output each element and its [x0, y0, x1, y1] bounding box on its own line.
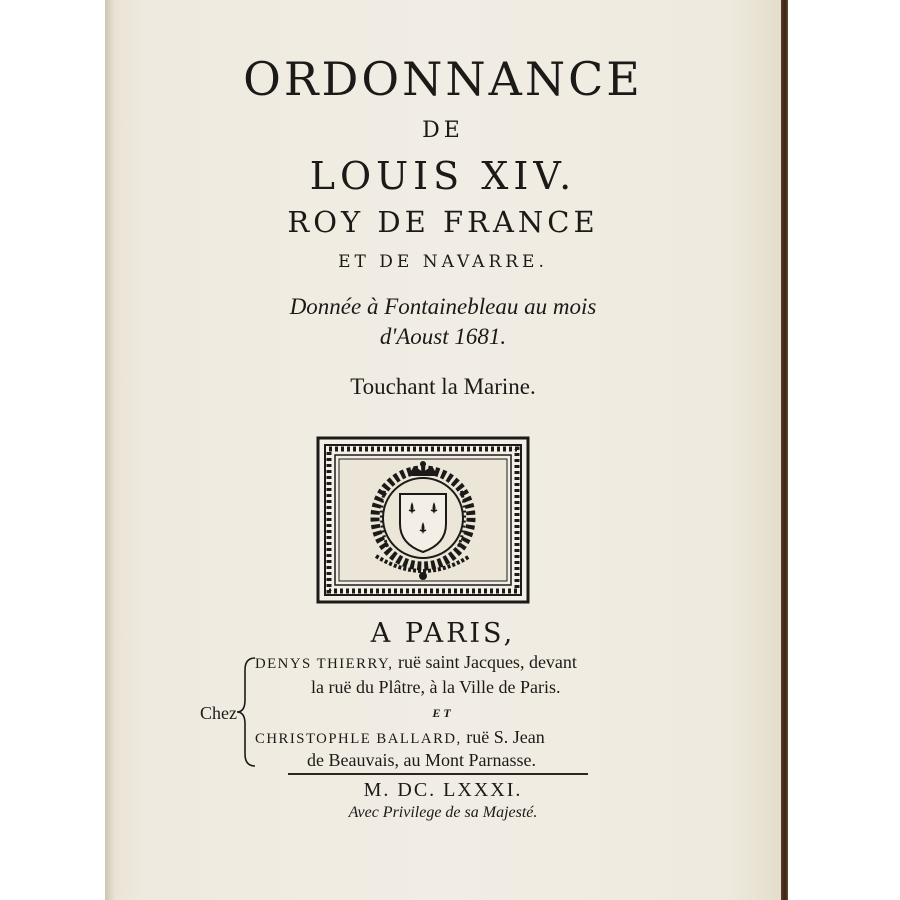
given-at-line-2: d'Aoust 1681.	[379, 324, 507, 349]
printer-2-address-1: ruë S. Jean	[461, 727, 545, 747]
imprint-et: ET	[432, 706, 454, 720]
printer-2-name: CHRISTOPHLE BALLARD,	[255, 731, 462, 747]
printer-2-address-2: de Beauvais, au Mont Parnasse.	[307, 750, 536, 770]
title-de: DE	[422, 118, 464, 143]
king-title-navarre: ET DE NAVARRE.	[338, 252, 548, 272]
document-title: ORDONNANCE	[243, 52, 643, 106]
given-at-line-1: Donnée à Fontainebleau au mois	[289, 294, 597, 319]
king-name: LOUIS XIV.	[309, 154, 577, 198]
royal-arms-woodcut-icon	[316, 436, 530, 604]
gutter-shadow	[105, 0, 115, 900]
printer-1-address-1: ruë saint Jacques, devant	[393, 652, 577, 672]
subject-line: Touchant la Marine.	[350, 374, 536, 399]
binding-edge	[781, 0, 788, 900]
publication-year: M. DC. LXXXI.	[363, 779, 523, 801]
imprint-rule	[288, 773, 588, 775]
printer-2-line-1	[255, 727, 545, 748]
title-page	[105, 0, 781, 900]
printer-1-address-2: la ruë du Plâtre, à la Ville de Paris.	[311, 677, 561, 697]
king-title-france: ROY DE FRANCE	[287, 205, 599, 239]
printer-1-name: DENYS THIERRY,	[255, 656, 394, 672]
printer-1-line-1	[255, 652, 577, 673]
imprint-city: A PARIS,	[370, 618, 516, 649]
imprint-chez: Chez	[200, 703, 237, 723]
royal-privilege: Avec Privilege de sa Majesté.	[348, 804, 538, 821]
